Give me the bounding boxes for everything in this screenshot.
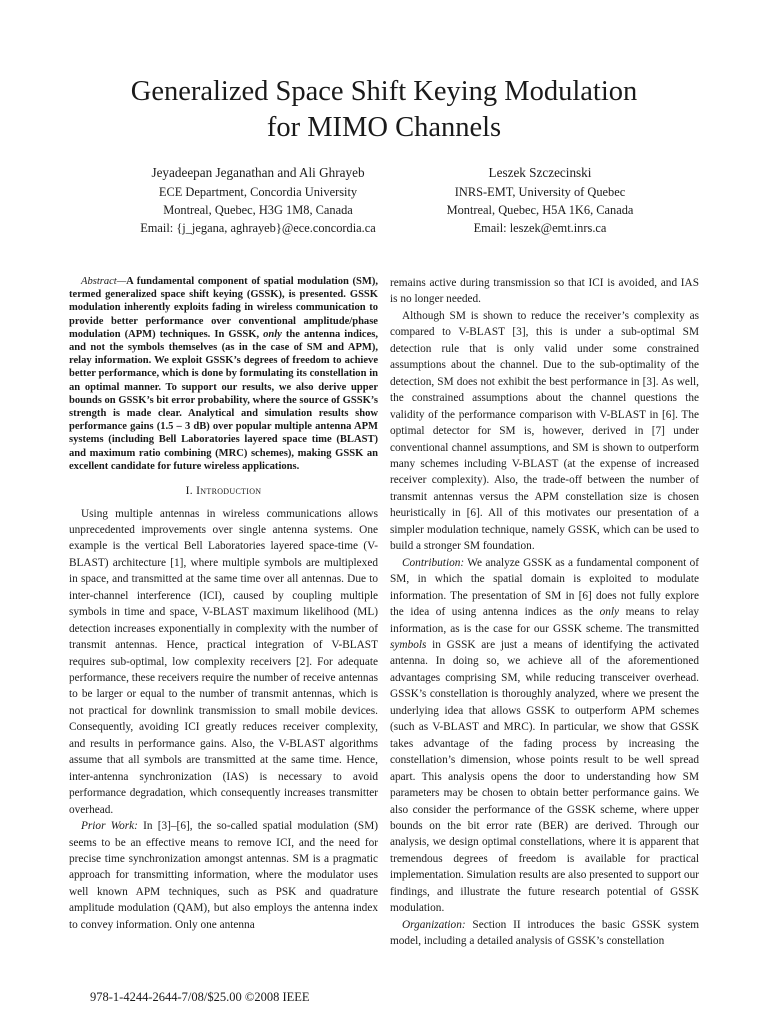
organization-lead: Organization: [402,918,466,931]
organization-text: Section II introduces the basic GSSK system model, including a detailed analysis of GSSK’s constellation [390,918,699,948]
prior-work-text: In [3]–[6], the so-called spatial modulation (SM) seems to be an effective means to remove ICI, and the need for precise time synchronization amongst antennas. SM is a pragmatic approach for transmitting information, where the modulator uses well known APM techniques, such as PSK and quadrature amplitude modulation (QAM), but also employs the antenna index to convey information. Only one antenna [69,820,378,931]
intro-prior-work [69,818,378,933]
intro-contribution [390,555,699,917]
left-column [69,275,378,933]
prior-work-continued: remains active during transmission so that ICI is avoided, and IAS is no longer needed. [390,277,699,306]
title-line-1: Generalized Space Shift Keying Modulation [130,76,638,107]
contribution-text-a: We analyze GSSK as a fundamental component of SM, in which the spatial domain is exploited to modulate information. The presentation of SM in [6] does not fully explore the idea of using antenna indices as the [390,556,699,619]
abstract-lead: Abstract— [81,276,127,287]
author-names: Jeyadeepan Jeganathan and Ali Ghrayeb [151,165,365,180]
intro-organization [390,917,699,950]
intro-paragraph-3: Although SM is shown to reduce the receiver’s complexity as compared to V-BLAST [3], this is under a sub-optimal SM detection rule that is only valid under some constrained assumptions about the channel. Due to the sub-optimality of the detection, SM does not exhibit the best performance in [3]. As well, the constrained assumptions about the channel questions the validity of the performance comparison with V-BLAST in [6]. The optimal detector for SM is, however, derived in [7] under conventional channel assumptions, and SM is shown to outperform many schemes including V-BLAST (at the expense of increased receiver complexity). Also, the trade-off between the number of transmit antennas versus the APM constellation size is chosen heuristically in [6]. All of this motivates our presentation of a simpler modulation technique, namely GSSK, which can be used to build a stronger SM foundation. [390,309,699,553]
author-names: Leszek Szczecinski [488,165,592,180]
abstract [69,275,378,473]
abstract-only: only [263,328,282,340]
paper-title [0,74,768,146]
author-address: Montreal, Quebec, H3G 1M8, Canada [163,203,353,217]
author-address: Montreal, Quebec, H5A 1K6, Canada [446,203,634,217]
abstract-text-b: the antenna indices, and not the symbols themselves (as in the case of SM and APM), relay information. We exploit GSSK’s degrees of freedom to achieve better performance, which is done by formulating its constellation in an optimal manner. To support our results, we also derive upper bounds on GSSK’s bit error probability, where the source of GSSK’s strength is made clear. Analytical and simulation results show performance gains (1.5 – 3 dB) over popular multiple antenna APM systems (including Bell Laboratories layered space time (BLAST) and maximum ratio combining (MRC) schemes), making GSSK an excellent candidate for future wireless applications. [69,328,378,472]
author-email: Email: leszek@emt.inrs.ca [473,221,607,235]
contribution-only: only [599,606,620,619]
contribution-text-c: in GSSK are just a means of identifying the activated antenna. In doing so, we achieve all of the aforementioned advantages comprising SM, while reducing transceiver overhead. GSSK’s constellation is thoroughly analyzed, where we present the underlying idea that allows GSSK to outperform APM schemes (such as V-BLAST and MRC). In particular, we show that GSSK takes advantage of the fading process by increasing the constellation’s dimension, whose points result to be well spread apart. This analysis opens the door to understanding how SM parameters may be chosen to obtain better performance gains. We also consider the performance of the GSSK scheme, where upper bounds on the bit error rate (BER) are derived. Through our analysis, we design optimal constellations, where it is apparent that tremendous degrees of freedom is available for practical implementation. Simulation results are also presented to support our findings, and illustrate the future research potential of GSSK modulation. [390,638,699,915]
section-heading-introduction: I. Introduction [185,484,262,498]
author-affiliation: INRS-EMT, University of Quebec [454,185,626,199]
author-email: Email: {j_jegana, aghrayeb}@ece.concordia.ca [140,221,376,235]
contribution-lead: Contribution: [402,556,465,569]
right-column [390,275,699,950]
title-line-2: for MIMO Channels [266,112,502,143]
contribution-text-b: means to relay information, as is the case for our GSSK scheme. The transmitted [390,606,700,635]
copyright-footer: 978-1-4244-2644-7/08/$25.00 ©2008 IEEE [90,990,310,1004]
abstract-text-a: A fundamental component of spatial modulation (SM), termed generalized space shift keying (GSSK), is presented. GSSK modulation inherently exploits fading in wireless communication to provide better performance over conventional amplitude/phase modulation (APM) techniques. In GSSK, [69,276,378,340]
contribution-symbols: symbols [390,638,427,651]
prior-work-lead: Prior Work: [81,820,138,833]
author-block-1 [88,164,428,237]
author-affiliation: ECE Department, Concordia University [158,185,358,199]
author-block-2 [400,164,680,237]
intro-paragraph-1: Using multiple antennas in wireless communications allows unprecedented improvements over single antenna systems. One example is the vertical Bell Laboratories layered space-time (V-BLAST) architecture [1], where multiple symbols are multiplexed in space, and transmitted at the same time over all antennas. Due to inter-channel interference (ICI), caused by coupling multiple symbols in time and space, V-BLAST maximum likelihood (ML) detection increases exponentially in complexity with the number of transmit antennas. Hence, practical integration of V-BLAST requires sub-optimal, low complexity receivers [2]. For adequate performance, these receivers require the number of receive antennas to be larger or equal to the number of transmit antennas, which is not practical for downlink transmission to small mobile devices. Consequently, avoiding ICI greatly reduces receiver complexity, and results in performance gains. Also, the V-BLAST algorithms assume that all symbols are transmitted at the same time. Hence, inter-antenna synchronization (IAS) is necessary to avoid performance degradation, which consequently increases transmitter overhead. [69,507,378,816]
